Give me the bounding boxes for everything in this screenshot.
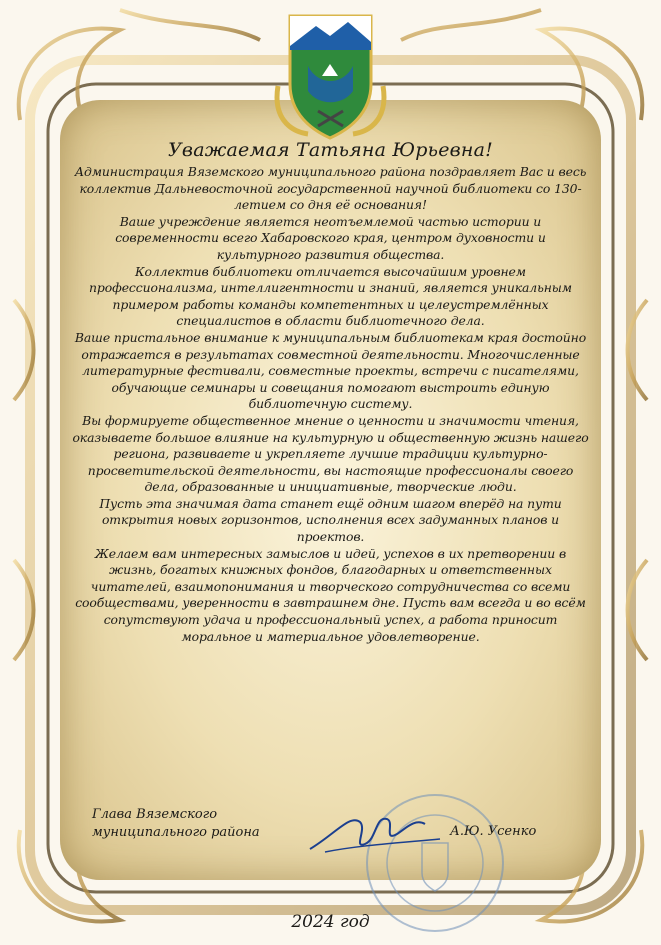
- signatory-name: А.Ю. Усенко: [450, 824, 537, 839]
- footer-year: 2024 год: [291, 912, 370, 932]
- handwritten-signature: [305, 804, 445, 864]
- signatory-title: [92, 806, 312, 842]
- paragraph-3: Коллектив библиотеки отличается высочайшим уровнем профессионализма, интеллигентности и знаний, является уникальным примером работы команды компетентных и целеустремлённых специалистов в области библиотечного дела.: [89, 263, 572, 329]
- coat-of-arms-icon: [268, 6, 393, 146]
- letter-body: [72, 138, 589, 645]
- paragraph-2: Ваше учреждение является неотъемлемой частью истории и современности всего Хабаровского края, центром духовности и культурного развития общества.: [115, 213, 546, 262]
- signatory-title-line2: муниципального района: [92, 825, 260, 840]
- paragraph-1: Администрация Вяземского муниципального района поздравляет Вас и весь коллектив Дальневосточной государственной научной библиотеки со 130-летием со дня её основания!: [74, 164, 587, 213]
- paragraph-6: Пусть эта значимая дата станет ещё одним шагом вперёд на пути открытия новых горизонтов, исполнения всех задуманных планов и проектов.: [99, 495, 562, 545]
- signatory-title-line1: Глава Вяземского: [92, 807, 218, 822]
- paragraph-5: Вы формируете общественное мнение о ценности и значимости чтения, оказываете большое влияние на культурную и общественную жизнь нашего региона, развиваете и укрепляете лучшие традиции культурно-просветительской деятельности, вы настоящие профессионалы своего дела, образованные и инициативные, творческие люди.: [72, 412, 589, 495]
- greeting-heading: Уважаемая Татьяна Юрьевна!: [168, 139, 493, 161]
- paragraph-7: Желаем вам интересных замыслов и идей, успехов в их претворении в жизнь, богатых книжных фондов, благодарных и ответственных читателей, взаимопонимания и творческого сотрудничества со всеми сообществами, уверенности в завтрашнем дне. Пусть вам всегда и во всём сопутствуют удача и профессиональный успех, а работа приносит моральное и материальное удовлетворение.: [75, 545, 586, 644]
- paragraph-4: Ваше пристальное внимание к муниципальным библиотекам края достойно отражается в результатах совместной деятельности. Многочисленные литературные фестивали, совместные проекты, встречи с писателями, обучающие семинары и совещания помогают выстроить единую библиотечную систему.: [74, 329, 587, 412]
